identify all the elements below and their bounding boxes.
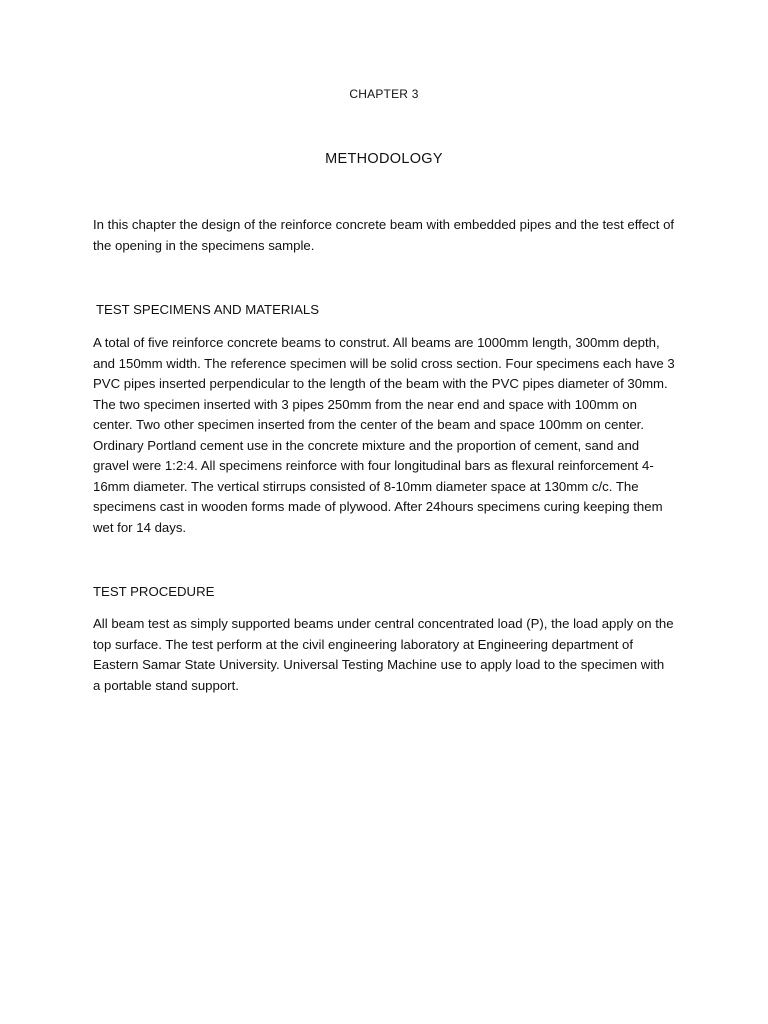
chapter-label: CHAPTER 3 — [349, 87, 419, 101]
section-body-test-procedure: All beam test as simply supported beams under central concentrated load (P), the load apply on the top surface. The test perform at the civil engineering laboratory at Engineering department of Eastern Samar State University. Universal Testing Machine use to apply load to the specimen with a portable stand support. — [93, 616, 674, 693]
chapter-title: METHODOLOGY — [325, 151, 443, 167]
section-body-test-specimens: A total of five reinforce concrete beams to construt. All beams are 1000mm length, 300mm depth, and 150mm width. The reference specimen will be solid cross section. Four specimens each have 3 PVC pipes inserted perpendicular to the length of the beam with the PVC pipes diameter of 30mm. The two specimen inserted with 3 pipes 250mm from the near end and space with 100mm on center. Two other specimen inserted from the center of the beam and space 100mm on center. Ordinary Portland cement use in the concrete mixture and the proportion of cement, sand and gravel were 1:2:4. All specimens reinforce with four longitudinal bars as flexural reinforcement 4-16mm diameter. The vertical stirrups consisted of 8-10mm diameter space at 130mm c/c. The specimens cast in wooden forms made of plywood. After 24hours specimens curing keeping them wet for 14 days. — [93, 335, 675, 535]
section-heading-test-specimens: TEST SPECIMENS AND MATERIALS — [96, 302, 320, 317]
section-heading-test-procedure: TEST PROCEDURE — [93, 584, 215, 599]
intro-paragraph: In this chapter the design of the reinforce concrete beam with embedded pipes and the test effect of the opening in the specimens sample. — [93, 217, 675, 253]
